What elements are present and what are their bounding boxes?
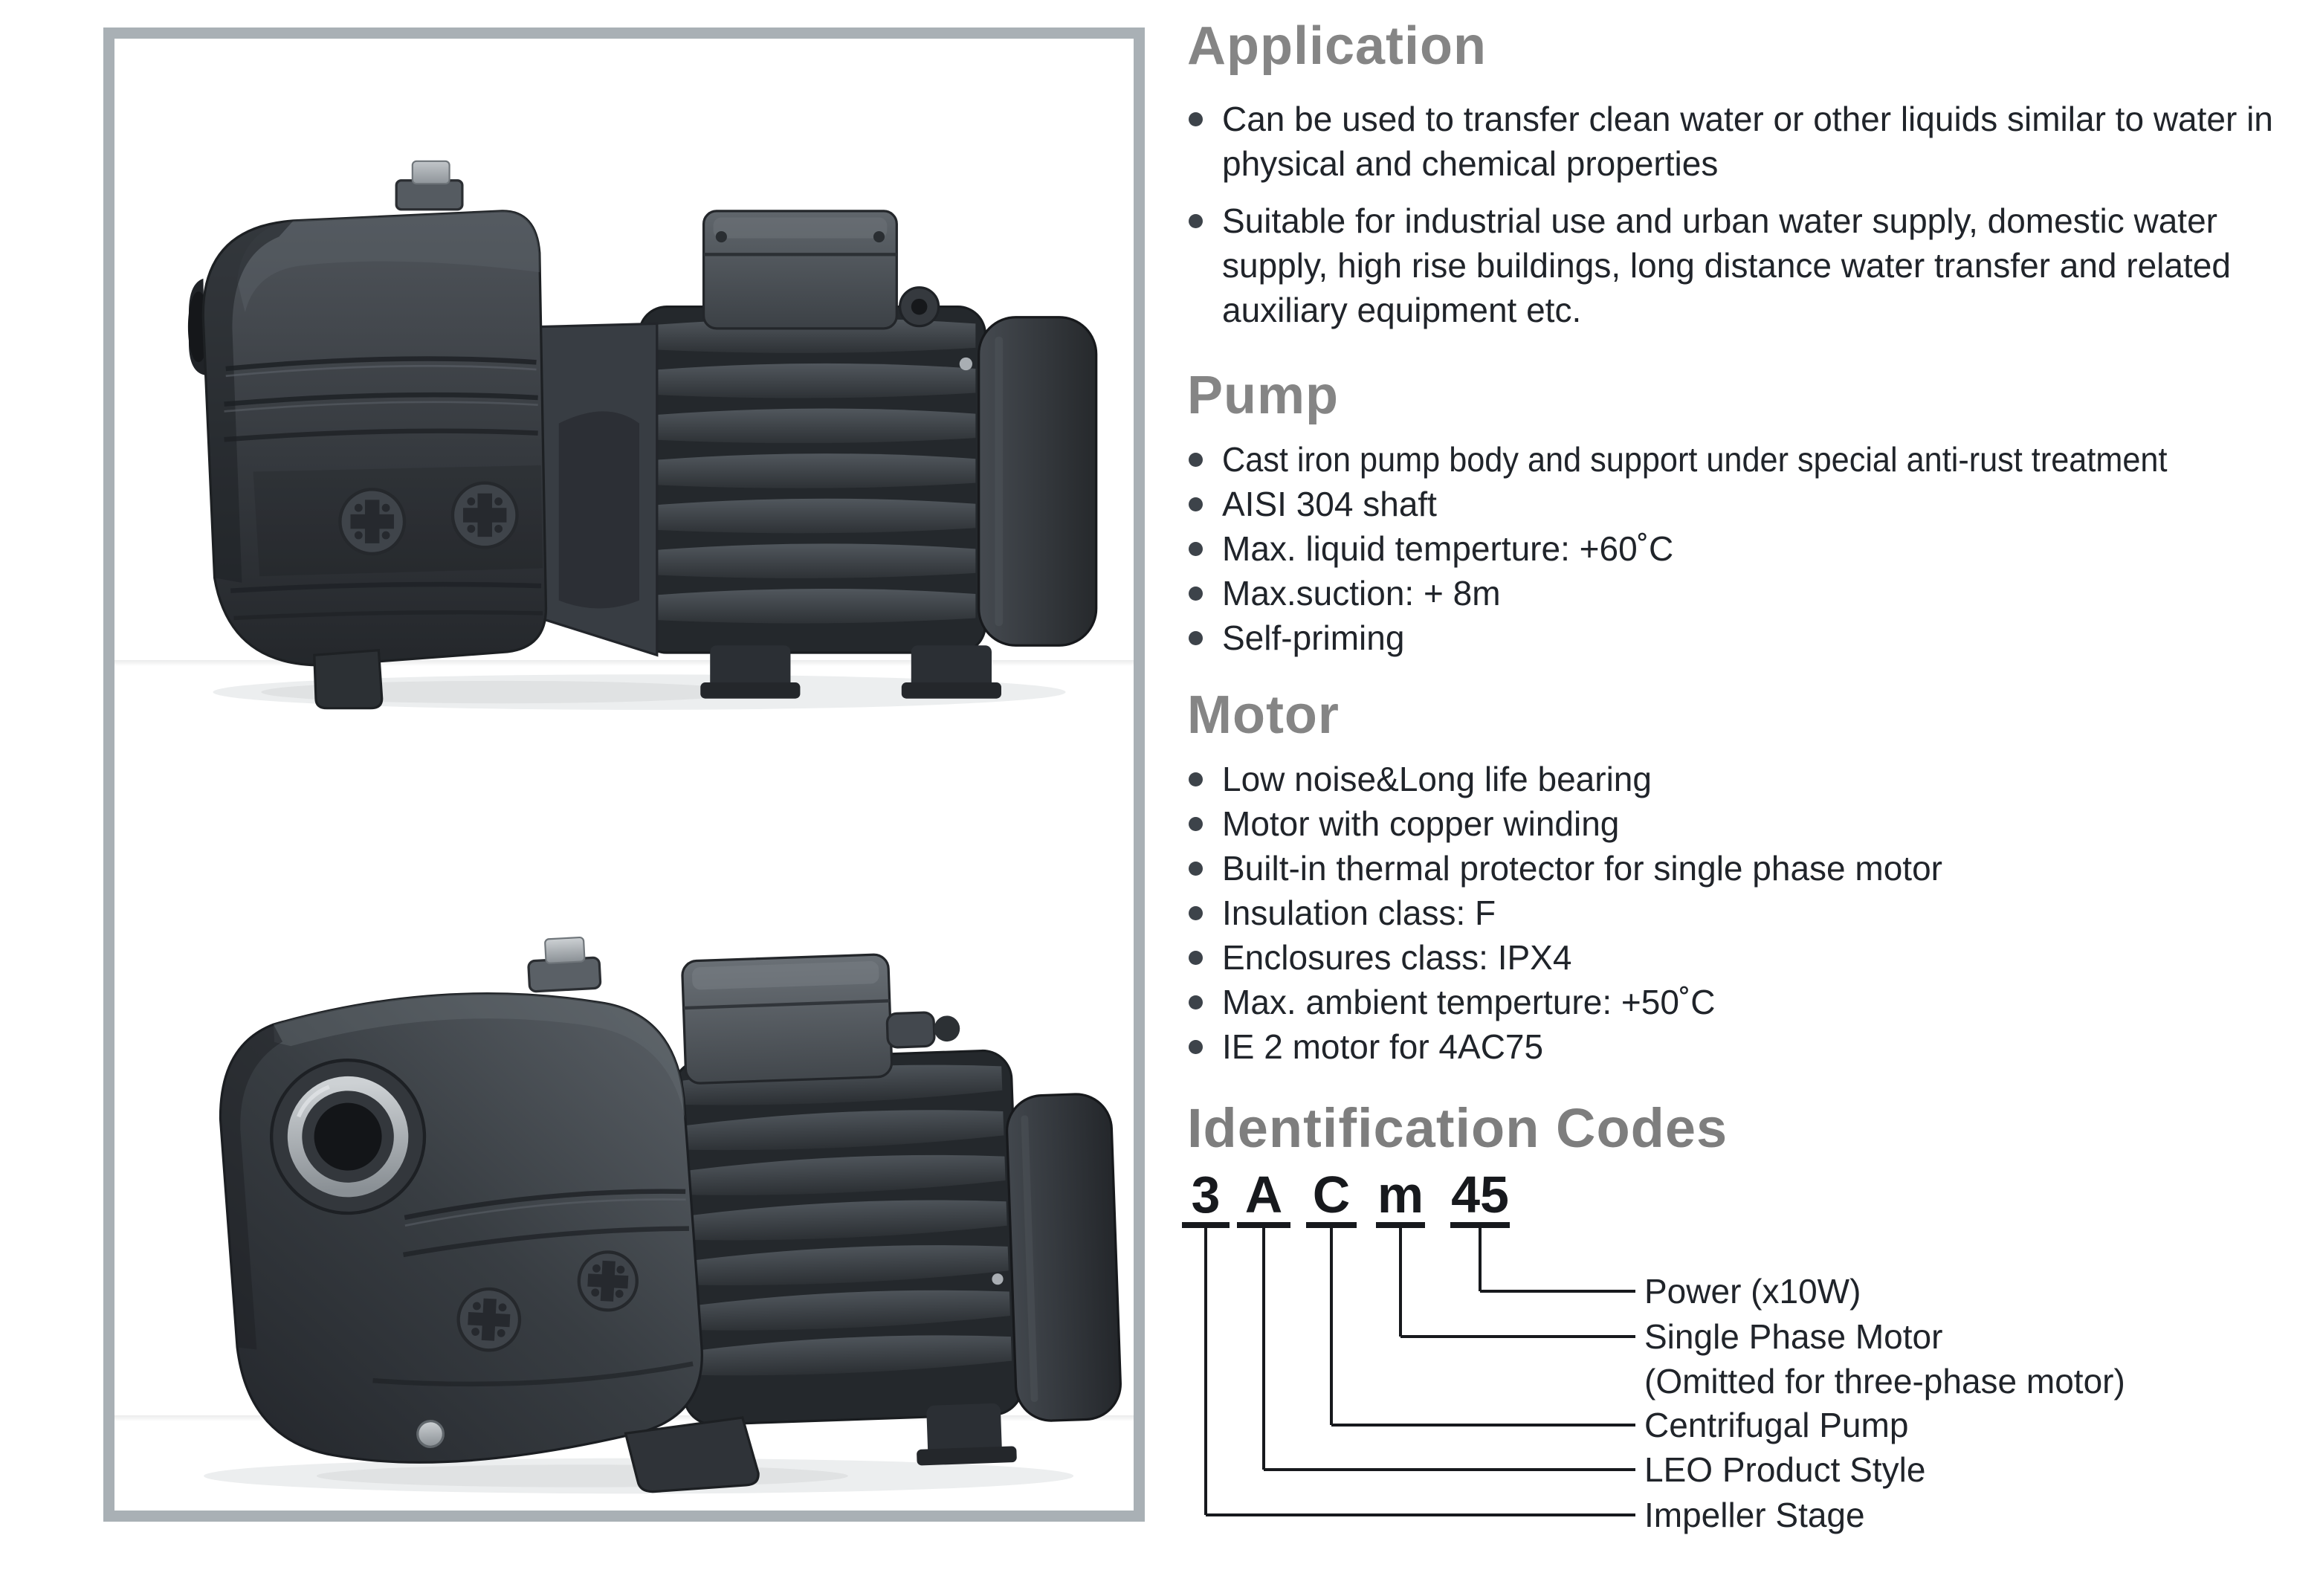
section-application [1187, 16, 2314, 332]
bullet-dot-icon [1189, 453, 1203, 467]
bullet-dot-icon [1189, 587, 1203, 601]
bullet-text: Motor with copper winding [1222, 804, 1620, 843]
code-label: Centrifugal Pump [1644, 1406, 1909, 1444]
bullet-item [1187, 97, 2314, 186]
section-title-pump: Pump [1187, 366, 1340, 425]
bullet-dot-icon [1189, 497, 1203, 511]
bullet-dot-icon [1189, 631, 1203, 645]
bullet-item [1187, 526, 2314, 571]
bullet-text: Built-in thermal protector for single phase motor [1222, 849, 1942, 888]
pump-side-view-image [156, 134, 1122, 721]
support-bracket [534, 323, 656, 655]
code-char: C [1312, 1166, 1351, 1224]
bullet-item [1187, 482, 2314, 526]
fill-plug-cap [413, 161, 450, 184]
identification-title: Identification Codes [1187, 1097, 1728, 1159]
bullet-dot-icon [1189, 995, 1203, 1009]
bullet-dot-icon [1189, 906, 1203, 920]
pump-body [212, 929, 759, 1500]
bullet-item [1187, 801, 2314, 846]
bullet-list [1187, 97, 2314, 332]
code-label: (Omitted for three-phase motor) [1644, 1362, 2125, 1400]
bullet-item [1187, 891, 2314, 935]
priming-plug [340, 489, 404, 554]
section-title-motor: Motor [1187, 685, 1340, 745]
motor-assembly [639, 211, 1096, 699]
bullet-dot-icon [1189, 542, 1203, 556]
bullet-dot-icon [1189, 772, 1203, 786]
bullet-list [1187, 437, 2314, 660]
bullet-text: Max. ambient temperture: +50˚C [1222, 983, 1716, 1021]
bullet-text: Suitable for industrial use and urban water supply, domestic water supply, high rise buildings, long distance water transfer and related auxiliary equipment etc. [1222, 201, 2231, 329]
bullet-text: Max.suction: + 8m [1222, 574, 1501, 613]
code-char: 45 [1451, 1166, 1509, 1224]
bullet-item [1187, 1024, 2314, 1069]
code-label: Power (x10W) [1644, 1272, 1861, 1311]
pump-body [188, 161, 546, 708]
bullet-item [1187, 198, 2314, 332]
section-title-application: Application [1187, 16, 1487, 76]
motor-assembly [669, 946, 1123, 1473]
bullet-list [1187, 757, 2314, 1069]
section-pump [1187, 366, 2314, 660]
bullet-text: Enclosures class: IPX4 [1222, 938, 1572, 977]
bullet-item [1187, 571, 2314, 616]
code-label: Single Phase Motor [1644, 1317, 1943, 1356]
code-char: 3 [1191, 1166, 1221, 1224]
code-char: m [1377, 1166, 1424, 1224]
bullet-text: Cast iron pump body and support under special anti-rust treatment [1222, 440, 2168, 479]
code-connector-vline [1204, 1228, 1207, 1515]
bullet-item [1187, 980, 2314, 1024]
bullet-item [1187, 437, 2314, 482]
code-char: A [1244, 1166, 1283, 1224]
code-label: LEO Product Style [1644, 1450, 1926, 1489]
code-connector-hline [1480, 1290, 1635, 1293]
code-part [1182, 1167, 1230, 1228]
bullet-dot-icon [1189, 1040, 1203, 1054]
bullet-text: Max. liquid temperture: +60˚C [1222, 529, 1674, 568]
code-part [1237, 1167, 1290, 1228]
drain-plug [578, 1250, 639, 1311]
bullet-item [1187, 616, 2314, 660]
code-connector-hline [1400, 1335, 1635, 1338]
drain-plug [453, 483, 517, 548]
fill-plug-cap [545, 937, 585, 963]
cable-gland [934, 1015, 960, 1042]
bullet-dot-icon [1189, 112, 1203, 126]
code-connector-vline [1330, 1228, 1333, 1425]
bullet-item [1187, 935, 2314, 980]
priming-plug [457, 1288, 522, 1352]
code-connector-vline [1262, 1228, 1265, 1470]
section-motor [1187, 685, 2314, 1069]
bullet-text: Low noise&Long life bearing [1222, 760, 1652, 798]
code-connector-hline [1331, 1424, 1635, 1427]
code-connector-hline [1206, 1513, 1635, 1516]
code-connector-vline [1479, 1228, 1482, 1291]
bullet-dot-icon [1189, 214, 1203, 228]
code-part [1376, 1167, 1425, 1228]
bullet-text: AISI 304 shaft [1222, 485, 1437, 523]
pump-three-quarter-view-image [164, 920, 1130, 1500]
bullet-text: Insulation class: F [1222, 894, 1496, 932]
bullet-dot-icon [1189, 951, 1203, 965]
code-part [1306, 1167, 1357, 1228]
bullet-item [1187, 846, 2314, 891]
bullet-dot-icon [1189, 817, 1203, 831]
code-connector-vline [1399, 1228, 1402, 1337]
bullet-text: IE 2 motor for 4AC75 [1222, 1027, 1544, 1066]
code-part [1450, 1167, 1510, 1228]
code-label: Impeller Stage [1644, 1496, 1865, 1534]
code-connector-hline [1264, 1468, 1635, 1471]
bullet-text: Can be used to transfer clean water or other liquids similar to water in physical and chemical properties [1222, 100, 2273, 183]
bullet-item [1187, 757, 2314, 801]
product-image-panel [103, 28, 1145, 1522]
bullet-dot-icon [1189, 862, 1203, 876]
bullet-text: Self-priming [1222, 618, 1405, 657]
